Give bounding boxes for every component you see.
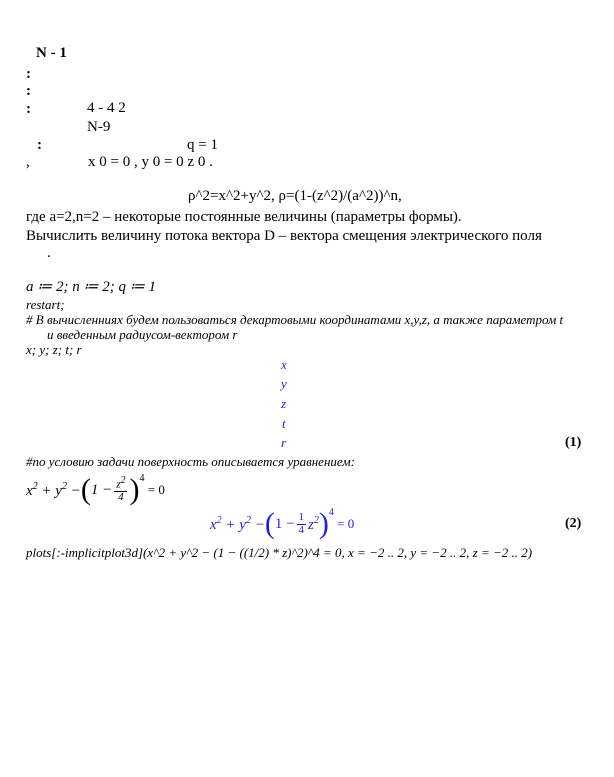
restart-input[interactable]: restart; (26, 297, 65, 312)
variant-number: N-9 (87, 119, 111, 135)
output-z: z (281, 396, 287, 411)
colon-label-3: : (26, 101, 31, 117)
assign-input[interactable]: a ≔ 2; n ≔ 2; q ≔ 1 (26, 279, 156, 295)
colon-label-1: : (26, 66, 31, 82)
charge-coordinates: x 0 = 0 , y 0 = 0 z 0 . (88, 154, 213, 170)
colon-label-2: : (26, 83, 31, 99)
output-x: x (281, 357, 287, 372)
vars-input[interactable]: x; y; z; t; r (26, 342, 82, 357)
colon-label-4: : (37, 137, 42, 153)
variant-range: 4 - 4 2 (87, 100, 126, 116)
task-line: Вычислить величину потока вектора D – вектора смещения электрического поля (26, 228, 542, 244)
surface-equation-output: $x^2 + y^2$ − ( 1 − $\frac{1}{4}$ $z^2$ ) $^4$ = 0 (210, 506, 355, 540)
dot-mark: . (47, 245, 51, 261)
comma-mark: , (26, 154, 30, 170)
comment-surface[interactable]: #по условию задачи поверхность описывается уравнением: (26, 454, 355, 469)
equation-label-1: (1) (565, 435, 582, 450)
document-title: N - 1 (36, 45, 67, 61)
comment-coordinates-cont[interactable]: и введенным радиусом-вектором r (47, 327, 238, 342)
output-t: t (282, 416, 286, 431)
charge-value: q = 1 (187, 137, 218, 153)
surface-formula: ρ^2=x^2+y^2, ρ=(1-(z^2)/(a^2))^n, (188, 188, 402, 204)
comment-coordinates[interactable]: # В вычисленниях будем пользоваться декартовыми координатами x,y,z, а также параметром t (26, 312, 564, 327)
params-line: где a=2,n=2 – некоторые постоянные величины (параметры формы). (26, 209, 462, 225)
plot-command-input[interactable]: plots[:-implicitplot3d](x^2 + y^2 − (1 − ((1/2) * z)^2)^4 = 0, x = −2 .. 2, y = −2 .. 2, z = −2 .. 2) (26, 545, 533, 560)
surface-equation-input[interactable]: $x^2 + y^2$ − ( 1 − $\frac{z^2}{4}$ ) $^4$ = 0 (26, 472, 165, 506)
output-y: y (281, 376, 287, 391)
equation-label-2: (2) (565, 516, 582, 531)
output-r: r (281, 435, 287, 450)
